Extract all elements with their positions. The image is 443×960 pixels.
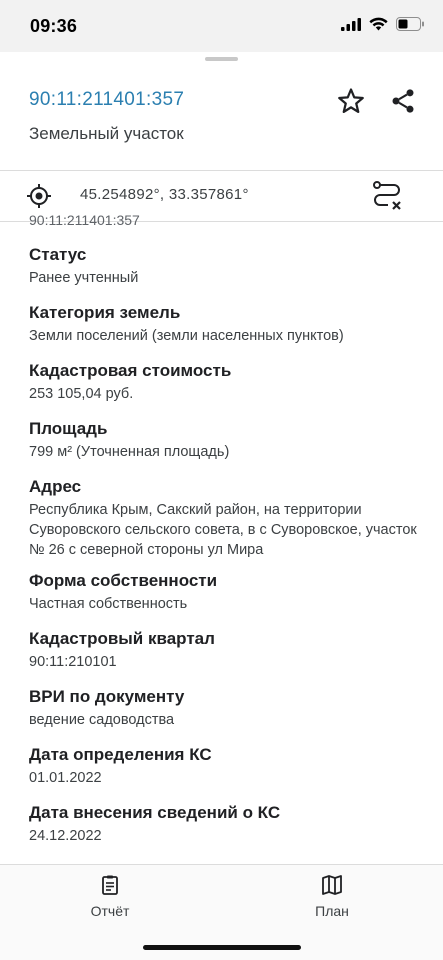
nav-report-label: Отчёт: [90, 903, 130, 919]
field-address: [29, 476, 429, 560]
field-label: Форма собственности: [29, 571, 218, 590]
object-type: Земельный участок: [29, 124, 184, 143]
map-icon: [320, 873, 344, 897]
field-status: [29, 244, 429, 288]
field-value: 01.01.2022: [29, 770, 102, 786]
crosshair-icon[interactable]: [26, 183, 52, 209]
battery-icon: [396, 17, 425, 31]
field-value: Ранее учтенный: [29, 270, 139, 286]
field-value: 24.12.2022: [29, 828, 102, 844]
share-icon: [389, 87, 417, 115]
cadastral-number[interactable]: 90:11:211401:357: [29, 89, 185, 110]
field-value: 90:11:210101: [29, 654, 117, 670]
star-outline-icon: [336, 86, 366, 116]
field-label: Категория земель: [29, 303, 181, 322]
status-icons: [341, 17, 425, 31]
nav-plan-button[interactable]: [272, 873, 392, 919]
field-label: Статус: [29, 245, 87, 264]
status-time: 09:36: [30, 16, 78, 36]
status-bar: [0, 0, 443, 52]
favorite-button[interactable]: [334, 84, 368, 118]
field-label: Дата внесения сведений о КС: [29, 803, 281, 822]
field-cadastral-quarter: [29, 628, 429, 672]
field-value: 799 м² (Уточненная площадь): [29, 444, 230, 460]
nav-report-button[interactable]: [50, 873, 170, 919]
share-button[interactable]: [386, 84, 420, 118]
field-value: Земли поселений (земли населенных пунктов): [29, 328, 344, 344]
field-label: Площадь: [29, 419, 108, 438]
field-value: Частная собственность: [29, 596, 188, 612]
field-cadastral-value: [29, 360, 429, 404]
field-permitted-use: [29, 686, 429, 730]
field-label: ВРИ по документу: [29, 687, 185, 706]
field-label: Кадастровая стоимость: [29, 361, 232, 380]
cellular-signal-icon: [341, 18, 361, 31]
field-value: Республика Крым, Сакский район, на территории Суворовского сельского совета, в с Суворовское, участок № 26 с северной стороны ул Мира: [29, 502, 417, 558]
field-valuation-date: [29, 744, 429, 788]
field-value: ведение садоводства: [29, 712, 175, 728]
scrolled-cutoff-text: 90:11:211401:357: [29, 212, 140, 228]
field-value: 253 105,04 руб.: [29, 386, 134, 402]
field-land-category: [29, 302, 429, 346]
object-header: [0, 52, 443, 170]
home-indicator[interactable]: [143, 945, 301, 950]
field-area: [29, 418, 429, 462]
field-label: Дата определения КС: [29, 745, 212, 764]
field-ownership: [29, 570, 429, 614]
object-details[interactable]: [0, 212, 443, 864]
field-label: Адрес: [29, 477, 82, 496]
coordinates-text[interactable]: 45.254892°, 33.357861°: [80, 186, 249, 203]
nav-plan-label: План: [315, 903, 349, 919]
field-entry-date: [29, 802, 429, 846]
clipboard-icon: [98, 873, 122, 897]
object-card-sheet: [0, 52, 443, 960]
route-clear-icon[interactable]: [370, 179, 404, 213]
wifi-icon: [369, 17, 388, 31]
field-label: Кадастровый квартал: [29, 629, 215, 648]
